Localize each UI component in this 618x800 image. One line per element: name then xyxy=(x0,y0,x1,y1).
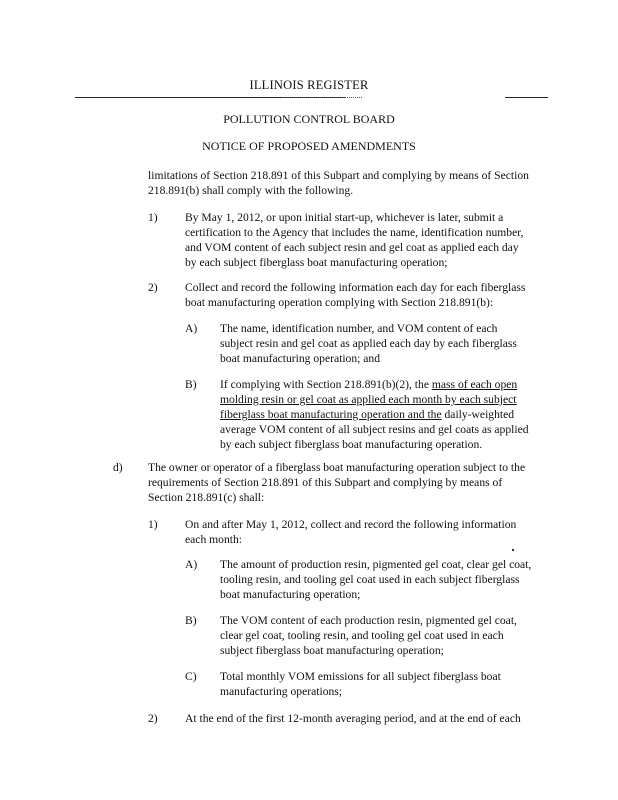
text-line: boat manufacturing operation complying with Section 218.891(b): xyxy=(185,296,494,309)
item-d1b-paragraph xyxy=(220,613,517,658)
notice-title: NOTICE OF PROPOSED AMENDMENTS xyxy=(202,139,416,153)
text-line: each month: xyxy=(185,533,242,546)
item-label: 1) xyxy=(148,518,158,531)
text-line: and VOM content of each subject resin and gel coat as applied each day xyxy=(185,241,519,254)
item-d-paragraph xyxy=(148,460,525,505)
item-label: 1) xyxy=(148,211,158,224)
text-line: by each subject fiberglass boat manufacturing operation. xyxy=(220,438,483,451)
text-line: The VOM content of each production resin, pigmented gel coat, xyxy=(220,614,517,627)
text-line: subject fiberglass boat manufacturing operation; xyxy=(220,644,444,657)
text-line: The owner or operator of a fiberglass boat manufacturing operation subject to the xyxy=(148,461,526,474)
item-d1c-paragraph xyxy=(220,669,501,699)
text-line: by each subject fiberglass boat manufacturing operation; xyxy=(185,256,448,269)
item-2-paragraph xyxy=(185,280,525,310)
text-line: By May 1, 2012, or upon initial start-up, whichever is later, submit a xyxy=(185,211,504,224)
item-label: B) xyxy=(185,378,197,391)
item-2b-paragraph xyxy=(220,377,529,452)
text-line: On and after May 1, 2012, collect and record the following information xyxy=(185,518,517,531)
intro-paragraph xyxy=(148,168,529,198)
text-line: subject resin and gel coat as applied each day by each fiberglass xyxy=(220,337,517,350)
item-label: A) xyxy=(185,322,198,335)
item-2a-paragraph xyxy=(220,321,517,366)
text-line: clear gel coat, tooling resin, and tooling gel coat used in each xyxy=(220,629,504,642)
text-line: manufacturing operations; xyxy=(220,685,343,698)
scan-speck xyxy=(512,549,514,551)
text-line: limitations of Section 218.891 of this Subpart and complying by means of Section xyxy=(148,169,529,182)
register-title: ILLINOIS REGISTER xyxy=(249,78,369,92)
text-line: Total monthly VOM emissions for all subject fiberglass boat xyxy=(220,670,501,683)
underlined-amendment: mass of each open xyxy=(431,378,518,391)
text-segment: daily-weighted xyxy=(441,408,515,421)
item-label: d) xyxy=(113,461,123,474)
text-segment: If complying with Section 218.891(b)(2), the xyxy=(220,378,432,391)
header-rule-right xyxy=(505,97,548,98)
text-line: boat manufacturing operation; and xyxy=(220,352,381,365)
text-line: Collect and record the following information each day for each fiberglass xyxy=(185,281,526,294)
underlined-amendment: molding resin or gel coat as applied each month by each subject xyxy=(220,393,517,406)
text-line: Section 218.891(c) shall: xyxy=(148,491,265,504)
header-rule-dotted xyxy=(282,97,362,98)
text-line: certification to the Agency that includes the name, identification number, xyxy=(185,226,524,239)
text-line xyxy=(220,392,529,407)
item-label: A) xyxy=(185,558,198,571)
item-label: B) xyxy=(185,614,197,627)
text-line: average VOM content of all subject resins and gel coats as applied xyxy=(220,423,529,436)
text-line: At the end of the first 12-month averaging period, and at the end of each xyxy=(185,712,521,725)
text-line: 218.891(b) shall comply with the following. xyxy=(148,184,354,197)
item-label: C) xyxy=(185,670,197,683)
underlined-amendment: fiberglass boat manufacturing operation and the xyxy=(220,408,442,421)
item-label: 2) xyxy=(148,281,158,294)
text-line: The name, identification number, and VOM content of each xyxy=(220,322,498,335)
text-line: The amount of production resin, pigmented gel coat, clear gel coat, xyxy=(220,558,532,571)
item-label: 2) xyxy=(148,712,158,725)
text-line xyxy=(220,407,529,422)
board-name: POLLUTION CONTROL BOARD xyxy=(223,112,395,126)
text-line: requirements of Section 218.891 of this Subpart and complying by means of xyxy=(148,476,503,489)
item-d1a-paragraph xyxy=(220,557,531,602)
item-1-paragraph xyxy=(185,210,524,270)
text-line: boat manufacturing operation; xyxy=(220,588,361,601)
item-d1-paragraph xyxy=(185,517,516,547)
text-line xyxy=(220,377,529,392)
item-d2-paragraph xyxy=(185,711,521,726)
text-line: tooling resin, and tooling gel coat used in each subject fiberglass xyxy=(220,573,520,586)
